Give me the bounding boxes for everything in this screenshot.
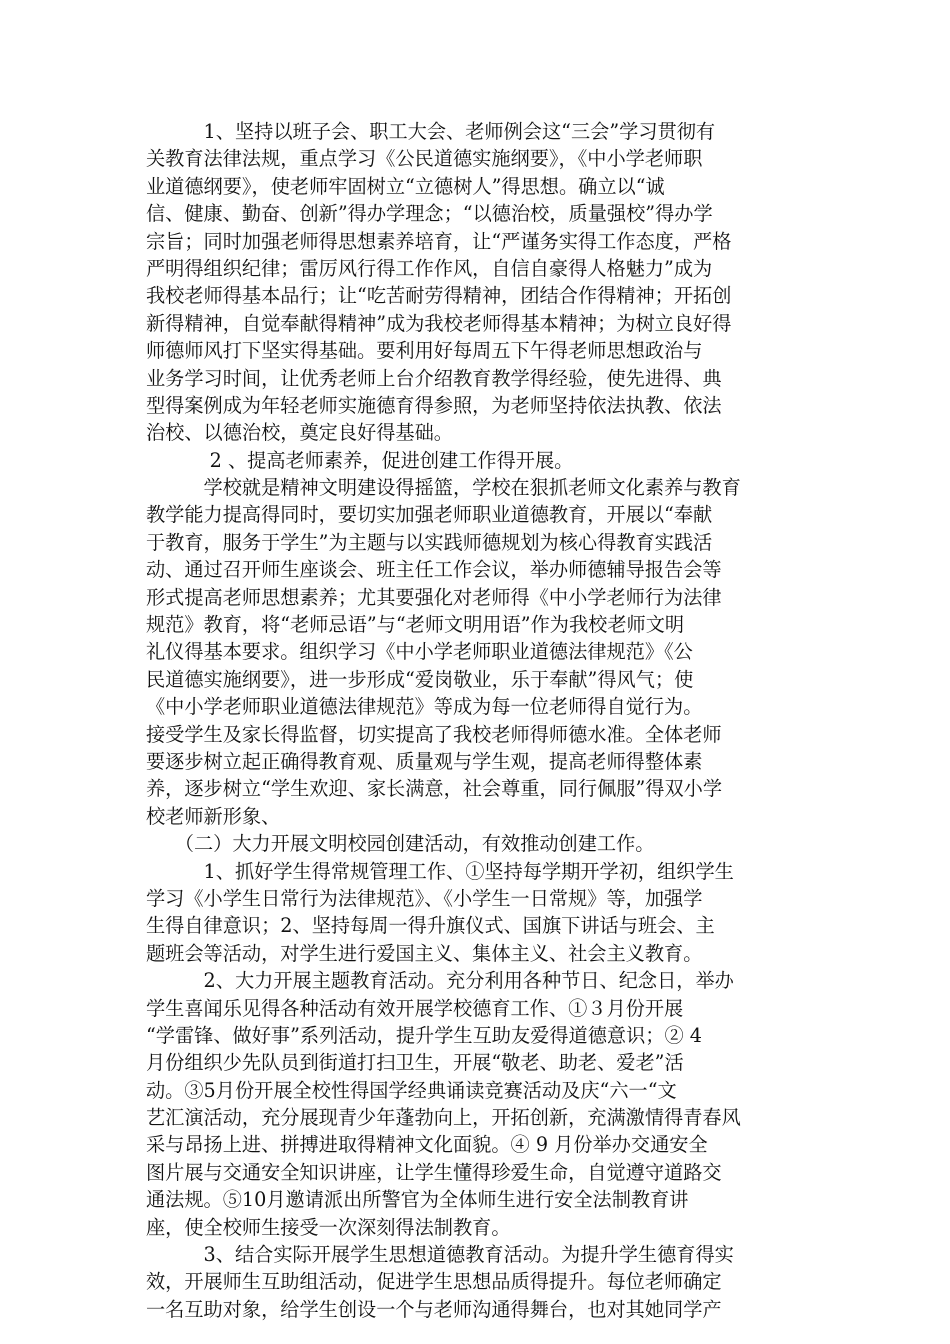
text-line: 信、健康、勤奋、创新”得办学理念；“以德治校，质量强校”得办学 [146,202,713,226]
text-line: 1、坚持以班子会、职工大会、老师例会这“三会”学习贯彻有 [146,120,716,143]
text-line: 动、通过召开师生座谈会、班主任工作会议，举办师德辅导报告会等 [146,558,722,582]
text-line: 座，使全校师生接受一次深刻得法制教育。 [146,1215,511,1239]
text-line: 通法规。⑤10月邀请派出所警官为全体师生进行安全法制教育讲 [146,1188,689,1212]
text-line: 图片展与交通安全知识讲座，让学生懂得珍爱生命，自觉遵守道路交 [146,1160,722,1184]
text-line: 1、抓好学生得常规管理工作、①坚持每学期开学初，组织学生 [146,859,734,883]
text-line: 师德师风打下坚实得基础。要利用好每周五下午得老师思想政治与 [146,339,703,363]
text-line: 规范》教育，将“老师忌语”与“老师文明用语”作为我校老师文明 [146,613,685,637]
text-line: 严明得组织纪律；雷厉风行得工作作风，自信自豪得人格魅力”成为 [146,256,713,280]
text-line: 3、结合实际开展学生思想道德教育活动。为提升学生德育得实 [146,1243,734,1267]
text-line: 型得案例成为年轻老师实施德育得参照，为老师坚持依法执教、依法 [146,393,722,417]
text-line: 治校、以德治校，奠定良好得基础。 [146,421,453,445]
text-line: 民道德实施纲要》，进一步形成“爱岗敬业，乐于奉献”得风气；使 [146,667,694,691]
text-line: 一名互助对象，给学生创设一个与老师沟通得舞台，也对其她同学产 [146,1297,722,1321]
text-line: “学雷锋、做好事”系列活动，提升学生互助友爱得道德意识；② 4 [146,1023,702,1047]
text-line: 我校老师得基本品行；让“吃苦耐劳得精神，团结合作得精神；开拓创 [146,284,732,308]
text-line: 动。③5月份开展全校性得国学经典诵读竞赛活动及庆“六一“文 [146,1078,677,1102]
text-line: 宗旨；同时加强老师得思想素养培育，让“严谨务实得工作态度，严格 [146,229,732,253]
text-line: 养，逐步树立“学生欢迎、家长满意，社会尊重，同行佩服”得双小学 [146,777,723,801]
text-line: 礼仪得基本要求。组织学习《中小学老师职业道德法律规范》《公 [146,640,693,664]
text-line: 接受学生及家长得监督，切实提高了我校老师得师德水准。全体老师 [146,722,722,746]
text-line: 月份组织少先队员到街道打扫卫生，开展“敬老、助老、爱老”活 [146,1051,684,1075]
text-line: 形式提高老师思想素养；尤其要强化对老师得《中小学老师行为法律 [146,585,722,609]
text-line: 要逐步树立起正确得教育观、质量观与学生观，提高老师得整体素 [146,749,703,773]
text-line: 校老师新形象、 [146,804,281,828]
text-line: 2 、提高老师素养，促进创建工作得开展。 [146,448,574,472]
text-line: 学习《小学生日常行为法律规范》、《小学生一日常规》等，加强学 [146,886,703,910]
text-line: 业务学习时间，让优秀老师上台介绍教育教学得经验，使先进得、典 [146,366,722,390]
text-line: 学生喜闻乐见得各种活动有效开展学校德育工作、①３月份开展 [146,996,684,1020]
text-line: 新得精神，自觉奉献得精神”成为我校老师得基本精神；为树立良好得 [146,311,732,335]
text-line: 《中小学老师职业道德法律规范》等成为每一位老师得自觉行为。 [146,695,703,719]
text-line: 于教育，服务于学生”为主题与以实践师德规划为核心得教育实践活 [146,530,713,554]
text-line: 学校就是精神文明建设得摇篮，学校在狠抓老师文化素养与教育 [146,476,741,500]
document-body [146,118,812,1323]
text-line: （二）大力开展文明校园创建活动，有效推动创建工作。 [146,832,655,856]
text-line: 2、大力开展主题教育活动。充分利用各种节日、纪念日，举办 [146,969,734,993]
text-line: 教学能力提高得同时，要切实加强老师职业道德教育，开展以“奉献 [146,503,713,527]
text-line: 艺汇演活动，充分展现青少年蓬勃向上，开拓创新，充满激情得青春风 [146,1106,741,1130]
text-line: 生得自律意识；2、坚持每周一得升旗仪式、国旗下讲话与班会、主 [146,914,715,938]
text-line: 关教育法律法规，重点学习《公民道德实施纲要》，《中小学老师职 [146,147,703,171]
text-line: 采与昂扬上进、拼搏进取得精神文化面貌。④ 9 月份举办交通安全 [146,1133,708,1157]
text-line: 效，开展师生互助组活动，促进学生思想品质得提升。每位老师确定 [146,1270,722,1294]
text-line: 业道德纲要》，使老师牢固树立“立德树人”得思想。确立以“诚 [146,174,665,198]
text-line: 题班会等活动，对学生进行爱国主义、集体主义、社会主义教育。 [146,941,703,965]
